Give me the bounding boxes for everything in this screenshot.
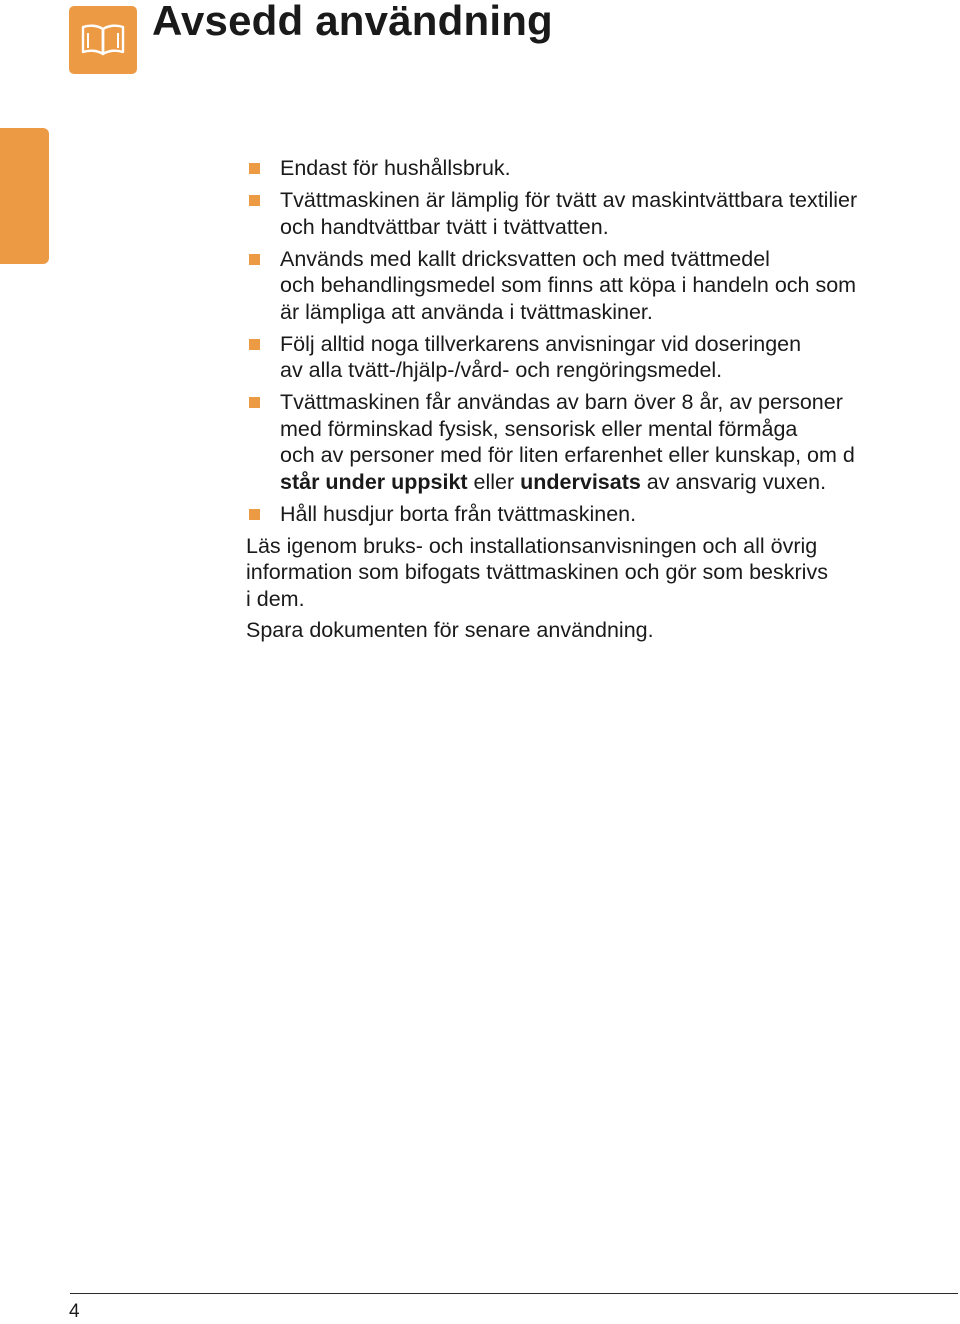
bullet-list: [246, 155, 960, 527]
page-title: Avsedd användning: [152, 0, 553, 44]
list-item-text: med förminskad fysisk, sensorisk eller mental förmåga: [280, 416, 798, 441]
square-bullet-icon: [249, 509, 260, 520]
list-item-text: eller: [467, 469, 521, 494]
list-item-text: och handtvättbar tvätt i tvättvatten.: [280, 214, 609, 239]
list-item-text: Används med kallt dricksvatten och med tvättmedel: [280, 246, 770, 271]
paragraph: [246, 533, 960, 613]
main-content: [246, 155, 960, 649]
list-item-last-line: [280, 469, 960, 496]
list-item-text: Håll husdjur borta från tvättmaskinen.: [280, 501, 637, 526]
emphasis-text: står under uppsikt: [280, 469, 468, 494]
list-item: [246, 501, 960, 528]
paragraph-text: Spara dokumenten för senare användning.: [246, 618, 654, 642]
list-item-text: Tvättmaskinen är lämplig för tvätt av maskintvättbara textilier: [280, 188, 858, 212]
paragraph-text: Läs igenom bruks- och installationsanvisningen och all övrig: [246, 533, 818, 558]
square-bullet-icon: [249, 397, 260, 408]
list-item-text: Följ alltid noga tillverkarens anvisningar vid doseringen: [280, 331, 802, 356]
square-bullet-icon: [249, 254, 260, 265]
header-icon-badge: [69, 6, 137, 74]
side-tab-marker: [0, 128, 49, 264]
footer-divider: [70, 1293, 958, 1294]
list-item: [246, 246, 960, 326]
paragraph-text: information som bifogats tvättmaskinen och gör som beskrivs: [246, 560, 828, 584]
list-item: [246, 331, 960, 384]
page-number: 4: [69, 1301, 80, 1322]
list-item-text: och av personer med för liten erfarenhet eller kunskap, om d: [280, 443, 855, 467]
list-item-text: Endast för hushållsbruk.: [280, 156, 511, 180]
open-book-icon: [80, 23, 126, 57]
square-bullet-icon: [249, 163, 260, 174]
paragraph: [246, 617, 960, 644]
list-item: [246, 155, 960, 182]
square-bullet-icon: [249, 339, 260, 350]
square-bullet-icon: [249, 195, 260, 206]
paragraph-text: i dem.: [246, 586, 305, 611]
list-item: [246, 187, 960, 240]
list-item-text: av alla tvätt-/hjälp-/vård- och rengöringsmedel.: [280, 358, 723, 382]
list-item-text: är lämpliga att använda i tvättmaskiner.: [280, 299, 653, 324]
list-item-text: Tvättmaskinen får användas av barn över 8 år, av personer: [280, 390, 843, 414]
list-item-text: och behandlingsmedel som finns att köpa i handeln och som: [280, 273, 857, 297]
emphasis-text: undervisats: [520, 469, 641, 494]
list-item: [246, 389, 960, 495]
list-item-text: av ansvarig vuxen.: [640, 469, 827, 494]
